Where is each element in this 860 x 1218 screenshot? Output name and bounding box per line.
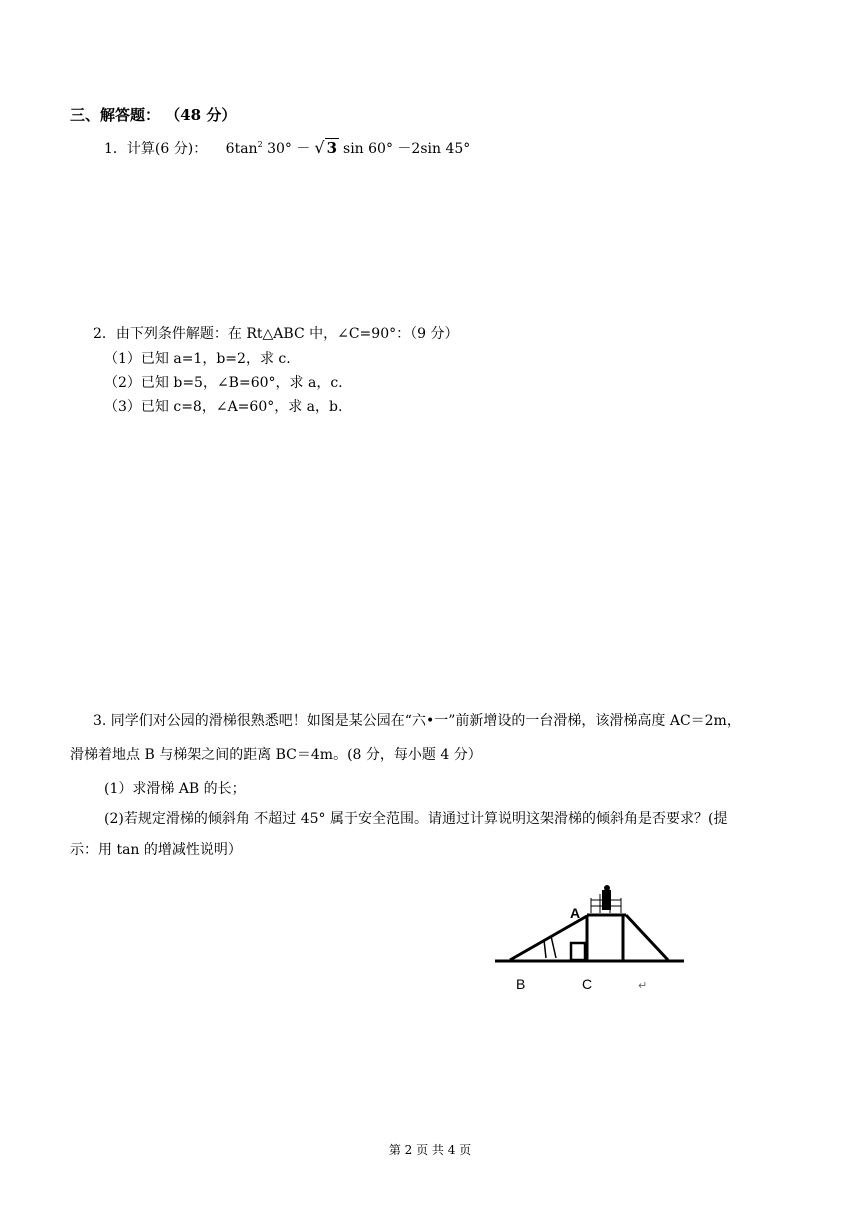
paragraph-mark: ↵ [638, 979, 648, 992]
question-3-sub-1: (1）求滑梯 AB 的长； [104, 781, 246, 797]
question-2-item-1: （1）已知 a=1，b=2，求 c. [104, 351, 291, 367]
page-footer: 第 2 页 共 4 页 [388, 1143, 472, 1157]
person-head [604, 885, 610, 891]
label-c: C [582, 976, 593, 992]
label-b: B [516, 976, 526, 992]
angle-hatch-1 [551, 936, 556, 958]
question-1-label: 1．计算(6 分)： [104, 141, 208, 157]
question-3-line-1: 3. 同学们对公园的滑梯很熟悉吧！如图是某公园在“六•一”前新增设的一台滑梯，该滑梯高度 AC＝2m， [93, 713, 741, 729]
stairs-line [626, 915, 668, 960]
right-angle-mark [571, 943, 585, 960]
question-1 [104, 138, 470, 158]
slide-figure [490, 880, 690, 1000]
label-a: A [570, 905, 581, 921]
section-title: 三、解答题： （48 分） [70, 106, 237, 124]
question-2-title: 2．由下列条件解题：在 Rt△ABC 中，∠C=90°：（9 分） [93, 326, 459, 342]
question-3-sub-2: (2)若规定滑梯的倾斜角 不超过 45° 属于安全范围。请通过计算说明这架滑梯的倾斜角是否要求？(提 [104, 811, 728, 827]
question-1-expression: $6\tan^2$ 30° － √ 3 sin 60° －2sin 45° [225, 138, 471, 157]
question-2-item-2: （2）已知 b=5，∠B=60°，求 a，c. [104, 375, 343, 391]
question-3-line-2: 滑梯着地点 B 与梯架之间的距离 BC＝4m。(8 分，每小题 4 分） [70, 747, 482, 763]
question-2-item-3: （3）已知 c=8，∠A=60°，求 a，b. [104, 399, 343, 415]
slide-line-ab [510, 916, 587, 960]
angle-hatch-2 [544, 940, 546, 958]
person-figure [602, 890, 611, 910]
question-3-sub-2-cont: 示：用 tan 的增减性说明） [70, 842, 242, 858]
sqrt-symbol: √ 3 [314, 138, 338, 157]
